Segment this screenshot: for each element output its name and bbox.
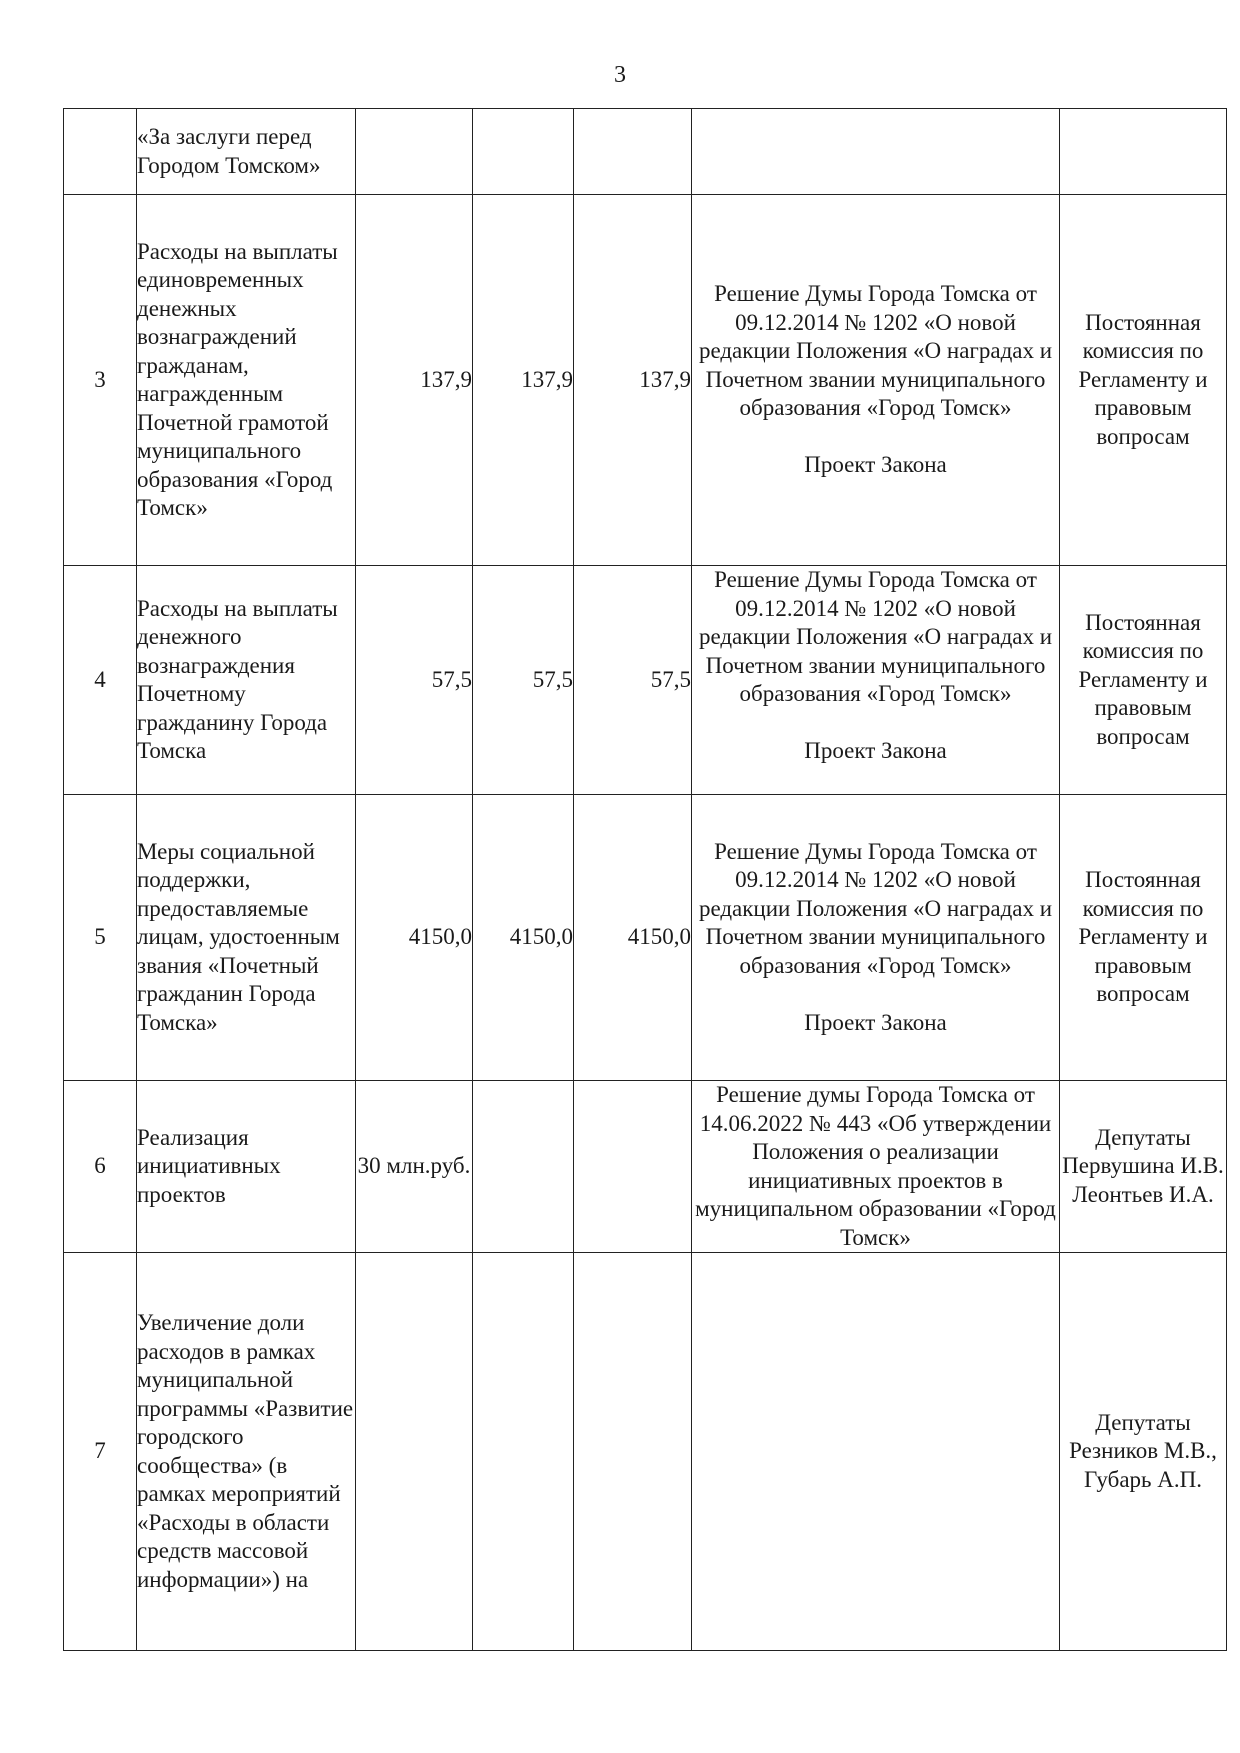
row-number: 7 [64,1253,137,1651]
row-number [64,109,137,195]
legal-basis [692,795,1060,1081]
value-year-2 [473,1253,574,1651]
value-year-1: 57,5 [356,566,473,795]
legal-basis [692,566,1060,795]
row-number: 5 [64,795,137,1081]
legal-basis-note: Проект Закона [804,738,947,763]
value-year-1 [356,109,473,195]
legal-basis-text: Решение Думы Города Томска от 09.12.2014 № 1202 «О новой редакции Положения «О наградах и Почетном звании муниципального образования «Город Томск» [698,567,1053,706]
legal-basis: Решение думы Города Томска от 14.06.2022 № 443 «Об утверждении Положения о реализации инициативных проектов в муниципальном образовании «Город Томск» [692,1081,1060,1253]
value-year-2: 57,5 [473,566,574,795]
expense-name: Расходы на выплаты денежного вознаграждения Почетному гражданину Города Томска [137,566,356,795]
table-row [64,795,1227,1081]
table-row [64,195,1227,566]
page-number: 3 [614,62,626,88]
value-year-3: 57,5 [574,566,692,795]
legal-basis [692,1253,1060,1651]
table-row [64,109,1227,195]
value-year-3 [574,109,692,195]
responsible [1060,109,1227,195]
value-year-1: 137,9 [356,195,473,566]
value-year-2 [473,109,574,195]
legal-basis-text: Решение Думы Города Томска от 09.12.2014 № 1202 «О новой редакции Положения «О наградах и Почетном звании муниципального образования «Город Томск» [698,838,1053,978]
expense-name: Реализация инициативных проектов [137,1081,356,1253]
responsible: Депутаты Первушина И.В. Леонтьев И.А. [1060,1081,1227,1253]
table-row [64,566,1227,795]
budget-proposals-table [63,108,1227,1651]
row-number: 3 [64,195,137,566]
value-year-2 [473,1081,574,1253]
expense-name: Увеличение доли расходов в рамках муниципальной программы «Развитие городского сообщества» (в рамках мероприятий «Расходы в области средств массовой информации») на [137,1253,356,1651]
table-row [64,1081,1227,1253]
responsible: Депутаты Резников М.В., Губарь А.П. [1060,1253,1227,1651]
legal-basis-note: Проект Закона [804,1009,947,1035]
legal-basis-text: Решение Думы Города Томска от 09.12.2014 № 1202 «О новой редакции Положения «О наградах и Почетном звании муниципального образования «Город Томск» [698,281,1053,421]
table-row [64,1253,1227,1651]
value-year-3 [574,1081,692,1253]
value-year-3 [574,1253,692,1651]
expense-name: «За заслуги перед Городом Томском» [137,109,356,195]
row-number: 4 [64,566,137,795]
expense-name: Расходы на выплаты единовременных денежных вознаграждений гражданам, награжденным Почетной грамотой муниципального образования «Город Томск» [137,195,356,566]
legal-basis [692,195,1060,566]
value-year-3: 4150,0 [574,795,692,1081]
legal-basis [692,109,1060,195]
row-number: 6 [64,1081,137,1253]
expense-name: Меры социальной поддержки, предоставляемые лицам, удостоенным звания «Почетный гражданин Города Томска» [137,795,356,1081]
value-year-1: 4150,0 [356,795,473,1081]
legal-basis-note: Проект Закона [804,452,947,478]
value-year-2: 137,9 [473,195,574,566]
responsible: Постоянная комиссия по Регламенту и правовым вопросам [1060,795,1227,1081]
responsible: Постоянная комиссия по Регламенту и правовым вопросам [1060,566,1227,795]
responsible: Постоянная комиссия по Регламенту и правовым вопросам [1060,195,1227,566]
value-year-1 [356,1253,473,1651]
value-year-3: 137,9 [574,195,692,566]
value-year-1: 30 млн.руб. [356,1081,473,1253]
value-year-2: 4150,0 [473,795,574,1081]
